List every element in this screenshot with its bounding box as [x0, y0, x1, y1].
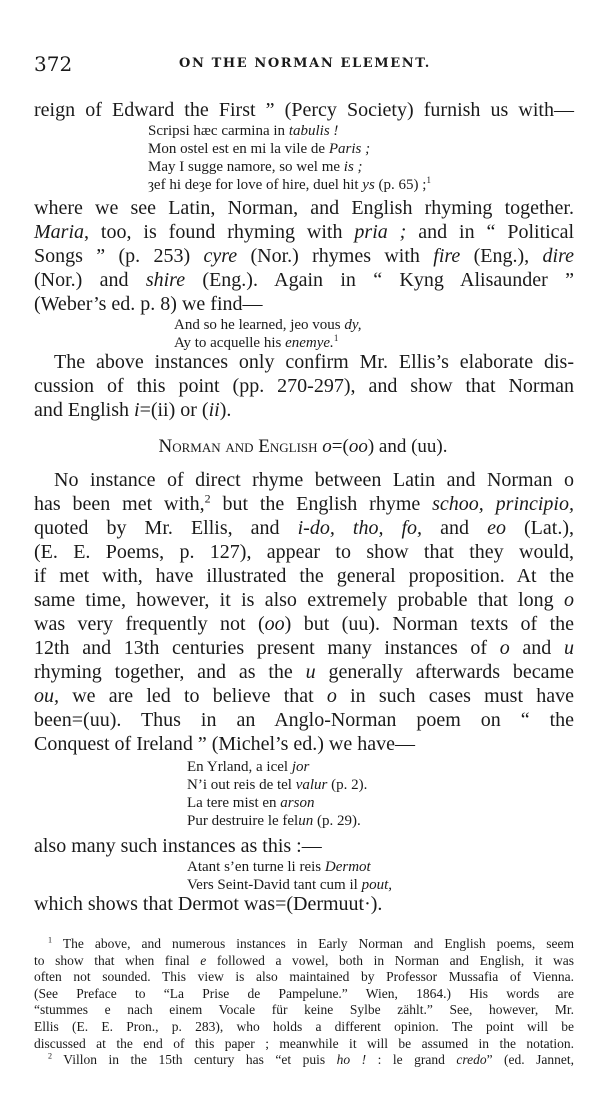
- verse-quote-4: [0, 858, 606, 894]
- verse-line: Mon ostel est en mi la vile de Paris ;: [148, 141, 371, 157]
- text-line: Conquest of Ireland ” (Michel’s ed.) we have—: [34, 733, 415, 755]
- paragraph-2: [34, 196, 574, 316]
- running-title: ON THE NORMAN ELEMENT.: [179, 56, 431, 71]
- paragraph-4: [34, 468, 574, 756]
- footnote-mark: 1: [48, 935, 53, 945]
- page-number: 372: [34, 52, 73, 76]
- footnote-ref: 1: [426, 175, 431, 185]
- text-line: has been met with,$^2$ but the English rhyme schoo, principio,: [34, 491, 574, 515]
- verse-line: May I sugge namore, so wel me is ;: [148, 159, 363, 175]
- verse-line: En Yrland, a icel jor: [187, 759, 310, 775]
- text-line: quoted by Mr. Ellis, and i-do, tho, fo, and eo (Lat.),: [34, 517, 574, 539]
- footnote-line: “stummes e nach einem Vocale für keine Sylbe zählt.” See, however, Mr.: [34, 1002, 574, 1018]
- text-line: cussion of this point (pp. 270-297), and show that Norman: [34, 375, 574, 397]
- verse-line: Atant s’en turne li reis Dermot: [187, 859, 371, 875]
- footnote-ref: 2: [204, 491, 211, 506]
- text-line: same time, however, it is also extremely probable that long o: [34, 589, 574, 611]
- verse-line: N’i out reis de tel valur (p. 2).: [187, 777, 368, 793]
- section-heading: Norman and English o=(oo) and (uu).: [158, 436, 448, 457]
- text-line: rhyming together, and as the u generally afterwards became: [34, 661, 574, 683]
- footnote-line: (See Preface to “La Prise de Pampelune.” Wien, 1864.) His words are: [34, 985, 574, 1001]
- footnote-mark: 2: [48, 1051, 53, 1061]
- verse-line: Pur destruire le felun (p. 29).: [187, 813, 361, 829]
- paragraph-6: [34, 892, 574, 916]
- text-line: if met with, have illustrated the general proposition. At the: [34, 565, 574, 587]
- text-line: (Nor.) and shire (Eng.). Again in “ Kyng Alisaunder ”: [34, 269, 574, 291]
- verse-quote-3: [0, 758, 606, 830]
- text-line: 12th and 13th centuries present many instances of o and u: [34, 637, 574, 659]
- footnote-line: $^1$ The above, and numerous instances in Early Norman and English poems, seem: [48, 935, 574, 951]
- footnote-line: discussed at the end of this paper ; meanwhile it will be assumed in the notation.: [34, 1035, 574, 1051]
- paragraph-1: [34, 98, 574, 122]
- footnote-line: to show that when final e followed a vowel, both in Norman and English, it was: [34, 952, 574, 968]
- page-header: [34, 52, 576, 80]
- text-line: ou, we are led to believe that o in such cases must have: [34, 685, 574, 707]
- verse-quote-1: [0, 122, 606, 194]
- footnote-line: Ellis (E. E. Pron., p. 283), who holds a different opinion. The point will be: [34, 1018, 574, 1034]
- text-line: was very frequently not (oo) but (uu). Norman texts of the: [34, 613, 574, 635]
- text-line: reign of Edward the First ” (Percy Society) furnish us with—: [34, 99, 574, 121]
- text-line: (E. E. Poems, p. 127), appear to show that they would,: [34, 541, 574, 563]
- text-line: been=(uu). Thus in an Anglo-Norman poem on “ the: [34, 709, 574, 731]
- text-line: also many such instances as this :—: [34, 835, 322, 857]
- footnotes: [34, 936, 574, 1069]
- text-line: No instance of direct rhyme between Latin and Norman o: [54, 469, 574, 491]
- verse-line: Scripsi hæc carmina in tabulis !: [148, 123, 339, 139]
- footnote-line: often not sounded. This view is also maintained by Professor Mussafia of Vienna.: [34, 969, 574, 985]
- text-line: where we see Latin, Norman, and English rhyming together.: [34, 197, 574, 219]
- footnote-ref: 1: [333, 333, 339, 343]
- text-line: Maria, too, is found rhyming with pria ; and in “ Political: [34, 221, 574, 243]
- footnote-line: $^2$ Villon in the 15th century has “et puis ho ! : le grand credo” (ed. Jannet,: [48, 1051, 575, 1068]
- text-line: (Weber’s ed. p. 8) we find—: [34, 293, 263, 315]
- verse-quote-2: [0, 316, 606, 352]
- paragraph-3: [34, 350, 574, 422]
- paragraph-5: [34, 834, 574, 858]
- verse-line: ȝef hi deȝe for love of hire, duel hit ys (p. 65) ;$^1$: [148, 175, 431, 193]
- verse-line: And so he learned, jeo vous dy,: [174, 317, 362, 333]
- text-line: The above instances only confirm Mr. Ellis’s elaborate dis-: [54, 351, 574, 373]
- text-line: Songs ” (p. 253) cyre (Nor.) rhymes with fire (Eng.), dire: [34, 245, 574, 267]
- text-line: which shows that Dermot was=(Dermuut·).: [34, 893, 383, 915]
- text-line: and English i=(ii) or (ii).: [34, 399, 232, 421]
- verse-line: La tere mist en arson: [187, 795, 315, 811]
- verse-line: Ay to acquelle his enemye.$^1$: [174, 333, 339, 351]
- verse-line: Vers Seint-David tant cum il pout,: [187, 877, 392, 893]
